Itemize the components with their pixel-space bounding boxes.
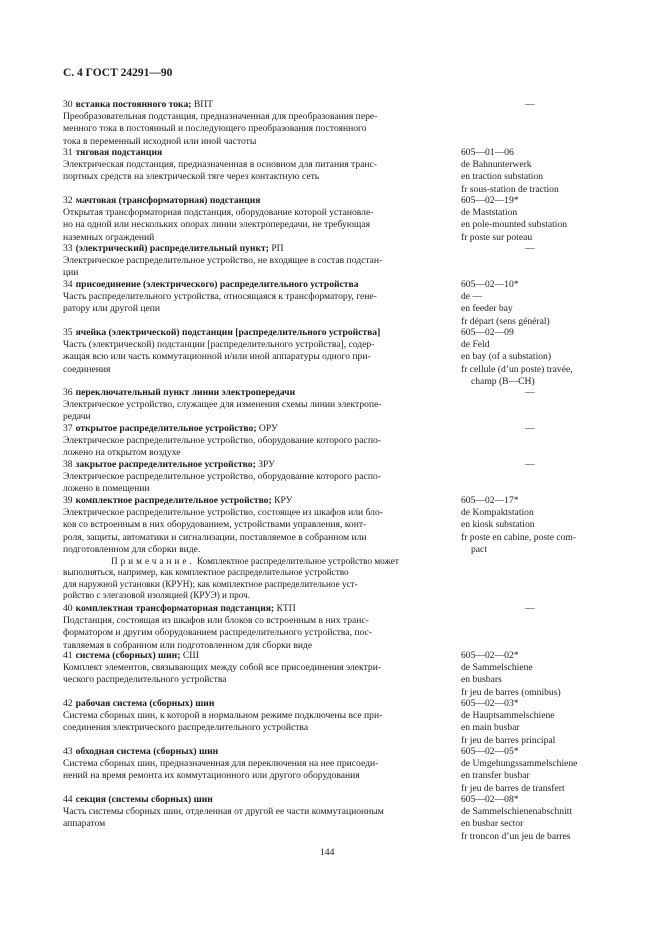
term-entry-32: 32 мачтовая (трансформаторная) подстанция Открытая трансформаторная подстанция, оборудование которой установле- но на одной или нескольких опорах линии электропередачи, не требующая наземных ограждений bbox=[63, 195, 455, 244]
term-entry-38: 38 закрытое распределительное устройство; ЗРУ Электрическое распределительное устройство, оборудование которого распо- ложено в помещении bbox=[63, 459, 455, 496]
term-note-cont: выполняться, например, как комплектное распределительное устройство для наружной установки (КРУН); как комплектное распределительное уст- ройство с элегазовой изоляцией (КРУЭ) и проч. bbox=[63, 567, 358, 601]
term-entry-31: 31 тяговая подстанция Электрическая подстанция, предназначенная в основном для питания транс- портных средств на электрической тяге через контактную сеть bbox=[63, 147, 455, 184]
term-name: рабочая система (сборных) шин bbox=[75, 698, 215, 709]
term-definition: Электрическое распределительное устройство, оборудование которого распо- ложено на открытом воздухе bbox=[63, 435, 381, 459]
term-name: присоединение (электрического) распределительного устройства bbox=[75, 279, 359, 290]
term-name: закрытое распределительное устройство; bbox=[75, 459, 256, 470]
iec-equivalent-32: 605—02—19* de Maststation en pole-mounted substation fr poste sur poteau bbox=[461, 195, 568, 243]
term-entry-37: 37 открытое распределительное устройство; ОРУ Электрическое распределительное устройство, оборудование которого распо- ложено на открытом воздухе bbox=[63, 423, 455, 460]
term-name: комплектная трансформаторная подстанция; bbox=[75, 603, 275, 614]
term-entry-40: 40 комплектная трансформаторная подстанция; КТП Подстанция, состоящая из шкафов или блоков со встроенным в них транс- форматором и другим оборудованием распределительного устройства, пос- тавляемая в собранном или подготовленном для сборки виде bbox=[63, 603, 455, 652]
term-entry-34: 34 присоединение (электрического) распределительного устройства Часть распределительного устройства, относящаяся к трансформатору, гене- ратору или другой цепи bbox=[63, 279, 455, 316]
term-name: вставка постоянного тока; bbox=[75, 99, 192, 110]
term-name: секция (системы сборных) шин bbox=[75, 794, 213, 805]
term-definition: Открытая трансформаторная подстанция, оборудование которой установле- но на одной или нескольких опорах линии электропередачи, не требующая наземных ограждений bbox=[63, 207, 374, 243]
term-abbr: ВПТ bbox=[193, 99, 214, 110]
term-abbr: РП bbox=[271, 243, 284, 254]
equiv-dash: — bbox=[525, 387, 535, 398]
equiv-dash: — bbox=[525, 603, 535, 614]
term-note: Примечание. Комплектное распределительное устройство может bbox=[111, 556, 399, 567]
term-definition: Электрическое устройство, служащее для изменения схемы линии электропе- редачи bbox=[63, 399, 382, 423]
term-name: комплектное распределительное устройство; bbox=[75, 495, 272, 506]
term-entry-42: 42 рабочая система (сборных) шин Система сборных шин, к которой в нормальном режиме подключены все при- соединения электрического распределительного устройства bbox=[63, 698, 455, 735]
term-definition: Электрическое распределительное устройство, оборудование которого распо- ложено в помещении bbox=[63, 471, 381, 495]
term-definition: Система сборных шин, предназначенная для переключения на нее присоеди- нений на время ремонта их коммутационного или другого оборудования bbox=[63, 758, 379, 782]
term-entry-35: 35 ячейка (электрической) подстанции [распределительного устройства] Часть (электрической) подстанции [распределительного устройства], содер- жащая всю или часть коммутационной и/или иной аппаратуры одного при- соединения bbox=[63, 327, 455, 376]
term-definition: Часть системы сборных шин, отделенная от другой ее части коммутационным аппаратом bbox=[63, 806, 384, 830]
term-definition: Комплект элементов, связывающих между собой все присоединения электри- ческого распределительного устройства bbox=[63, 662, 382, 686]
term-number: 30 bbox=[63, 99, 73, 110]
iec-equivalent-35: 605—02—09 de Feld en bay (of a substation) fr cellule (d’un poste) travée, champ (B—CH) bbox=[461, 327, 573, 387]
term-name: мачтовая (трансформаторная) подстанция bbox=[75, 195, 261, 206]
term-definition: Электрическая подстанция, предназначенная в основном для питания транс- портных средств на электрической тяге через контактную сеть bbox=[63, 159, 377, 183]
equiv-dash: — bbox=[525, 459, 535, 470]
term-abbr: ЗРУ bbox=[258, 459, 275, 470]
term-name: переключательный пункт линии электропередачи bbox=[75, 387, 296, 398]
term-definition: Часть распределительного устройства, относящаяся к трансформатору, гене- ратору или другой цепи bbox=[63, 291, 377, 315]
term-entry-43: 43 обходная система (сборных) шин Система сборных шин, предназначенная для переключения на нее присоеди- нений на время ремонта их коммутационного или другого оборудования bbox=[63, 746, 455, 783]
term-name: ячейка (электрической) подстанции [распределительного устройства] bbox=[75, 327, 381, 338]
equiv-dash: — bbox=[525, 243, 535, 254]
term-entry-39: 39 комплектное распределительное устройство; КРУ Электрическое распределительное устройство, состоящее из шкафов или бло- ков со встроенным в них оборудованием, устройствами управления, конт- роля, защиты, автоматики и сигнализации, поставляемое в собранном или подготовленном для сборки виде. Примечание. Комплектное распределительное устройство может выполняться, например, как комплектное распределительное устройство для наружной установки (КРУН); как комплектное распределительное уст- ройство с элегазовой изоляцией (КРУЭ) и проч. bbox=[63, 495, 455, 602]
equiv-dash: — bbox=[525, 423, 535, 434]
iec-equivalent-42: 605—02—03* de Hauptsammelschiene en main busbar fr jeu de barres principal bbox=[461, 698, 556, 746]
term-name: система (сборных) шин; bbox=[75, 650, 181, 661]
term-entry-36: 36 переключательный пункт линии электропередачи Электрическое устройство, служащее для изменения схемы линии электропе- редачи bbox=[63, 387, 455, 424]
iec-equivalent-43: 605—02—05* de Umgehungssammelschiene en transfer busbar fr jeu de barres de transfert bbox=[461, 746, 578, 794]
iec-equivalent-31: 605—01—06 de Bahnunterwerk en traction substation fr sous-station de traction bbox=[461, 147, 559, 195]
term-definition: Система сборных шин, к которой в нормальном режиме подключены все при- соединения электрического распределительного устройства bbox=[63, 710, 383, 734]
term-definition: Преобразовательная подстанция, предназначенная для преобразования пере- менного тока в постоянный и последующего преобразования постоянного тока в переменный исходной или иной частоты bbox=[63, 111, 378, 147]
term-name: (электрический) распределительный пункт; bbox=[75, 243, 269, 254]
term-abbr: СШ bbox=[182, 650, 199, 661]
term-entry-41: 41 система (сборных) шин; СШ Комплект элементов, связывающих между собой все присоединения электри- ческого распределительного устройства bbox=[63, 650, 455, 687]
iec-equivalent-34: 605—02—10* de — en feeder bay fr départ (sens général) bbox=[461, 279, 550, 327]
term-entry-33: 33 (электрический) распределительный пункт; РП Электрическое распределительное устройство, не входящее в состав подстан- ции bbox=[63, 243, 455, 280]
term-definition: Электрическое распределительное устройство, не входящее в состав подстан- ции bbox=[63, 255, 383, 279]
equiv-dash: — bbox=[525, 99, 535, 110]
term-abbr: КРУ bbox=[274, 495, 293, 506]
term-definition: Часть (электрической) подстанции [распределительного устройства], содер- жащая всю или часть коммутационной и/или иной аппаратуры одного при- соединения bbox=[63, 339, 375, 375]
term-entry-30 bbox=[63, 99, 455, 148]
term-abbr: КТП bbox=[276, 603, 296, 614]
term-entry-44: 44 секция (системы сборных) шин Часть системы сборных шин, отделенная от другой ее части коммутационным аппаратом bbox=[63, 794, 455, 831]
term-name: обходная система (сборных) шин bbox=[75, 746, 219, 757]
iec-equivalent-41: 605—02—02* de Sammelschiene en busbars fr jeu de barres (omnibus) bbox=[461, 650, 561, 698]
iec-equivalent-44: 605—02—08* de Sammelschienenabschnitt en busbar sector fr troncon d’un jeu de barres bbox=[461, 794, 573, 842]
page-number: 144 bbox=[320, 847, 335, 858]
term-name: тяговая подстанция bbox=[75, 147, 163, 158]
term-abbr: ОРУ bbox=[258, 423, 278, 434]
term-definition: Электрическое распределительное устройство, состоящее из шкафов или бло- ков со встроенным в них оборудованием, устройствами управления, конт- роля, защиты, автоматики и сигнализации, поставляемое в собранном или подготовленном для сборки виде. bbox=[63, 507, 383, 555]
page-header: С. 4 ГОСТ 24291—90 bbox=[63, 67, 173, 79]
term-name: открытое распределительное устройство; bbox=[75, 423, 257, 434]
iec-equivalent-39: 605—02—17* de Kompaktstation en kiosk substation fr poste en cabine, poste com- pact bbox=[461, 495, 577, 555]
term-definition: Подстанция, состоящая из шкафов или блоков со встроенным в них транс- форматором и другим оборудованием распределительного устройства, пос- тавляемая в собранном или подготовленном для сборки виде bbox=[63, 615, 373, 651]
